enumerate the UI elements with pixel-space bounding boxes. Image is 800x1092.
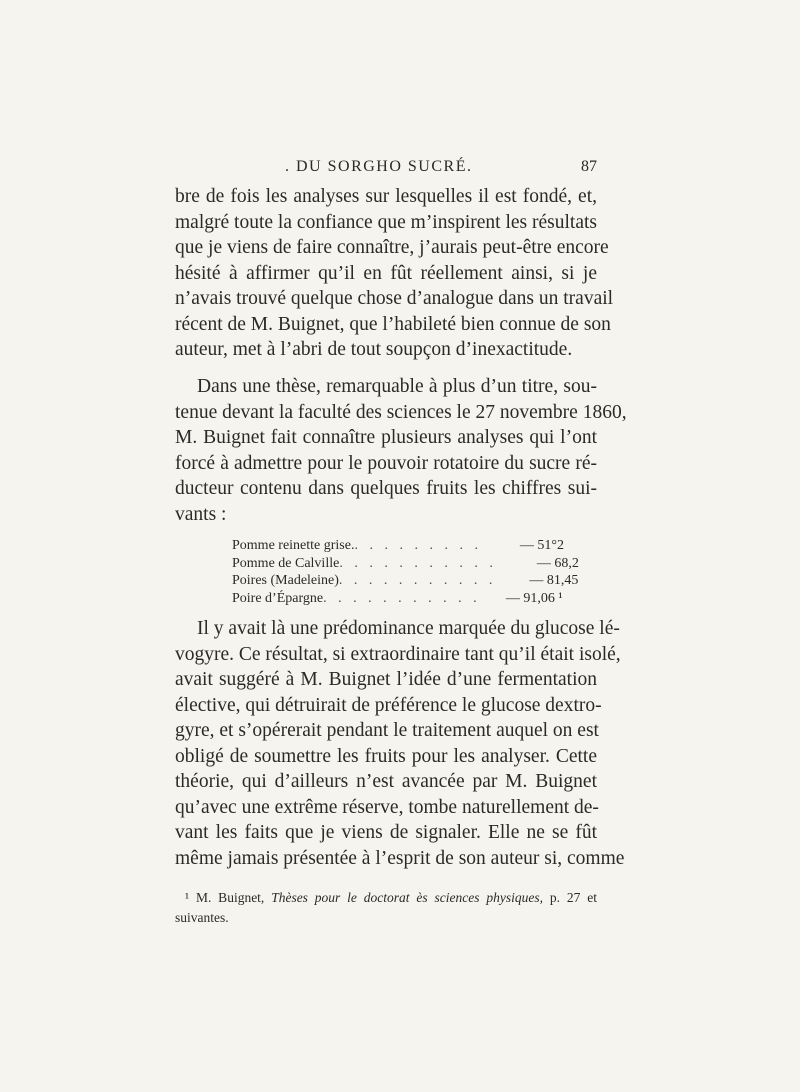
footnote-line: suivantes. <box>175 910 229 925</box>
rotation-value: — 51°2 <box>519 538 564 553</box>
text-line: avait suggéré à M. Buignet l’idée d’une fermentation <box>175 669 597 690</box>
text-line: Dans une thèse, remarquable à plus d’un titre, sou- <box>197 376 597 397</box>
text-line: qu’avec une extrême réserve, tombe naturellement de- <box>175 796 599 818</box>
text-line: auteur, met à l’abri de tout soupçon d’inexactitude. <box>175 339 573 360</box>
table-row <box>232 590 572 608</box>
paragraph-these <box>175 374 627 527</box>
text-line: M. Buignet fait connaître plusieurs analyses qui l’ont <box>175 427 597 448</box>
footnote-line <box>175 888 597 908</box>
running-title: . DU SORGHO SUCRÉ. <box>285 158 473 175</box>
fruit-label: Poires (Madeleine) <box>232 573 339 588</box>
leader-dots: . . . . . . . . . . . <box>338 573 497 588</box>
leader-dots: . . . . . . . . . . . <box>323 590 481 606</box>
running-header <box>175 158 597 182</box>
fruit-label: Pomme de Calville <box>232 555 340 571</box>
text-line: obligé de soumettre les fruits pour les analyser. Cette <box>175 745 597 767</box>
footnote-work-title: Thèses pour le doctorat ès sciences physiques, <box>271 890 543 905</box>
fruit-label: Poire d’Épargne <box>232 590 324 606</box>
fruit-label: Pomme reinette grise. <box>232 538 355 553</box>
footnote-marker: ¹ <box>185 890 190 905</box>
text-line: gyre, et s’opérerait pendant le traitement auquel on est <box>175 720 599 741</box>
text-line: même jamais présentée à l’esprit de son auteur si, comme <box>175 847 625 869</box>
text-line: que je viens de faire connaître, j’aurais peut-être encore <box>175 237 609 258</box>
footnote-pages: p. 27 et <box>549 890 597 905</box>
paragraph-predominance <box>175 616 625 871</box>
text-line: bre de fois les analyses sur lesquelles il est fondé, et, <box>175 186 597 207</box>
text-line: malgré toute la confiance que m’inspirent les résultats <box>175 211 597 233</box>
footnote-author: M. Buignet, <box>195 890 265 905</box>
rotation-value: — 91,06 ¹ <box>505 590 563 606</box>
table-row <box>232 537 572 555</box>
leader-dots: . . . . . . . . . <box>354 538 482 553</box>
page-number: 87 <box>581 158 597 175</box>
text-line: hésité à affirmer qu’il en fût réellement ainsi, si je <box>175 262 597 284</box>
text-line: ducteur contenu dans quelques fruits les chiffres sui- <box>175 478 597 499</box>
table-row <box>232 572 579 590</box>
text-line: Il y avait là une prédominance marquée du glucose lé- <box>197 618 620 639</box>
text-line: élective, qui détruirait de préférence le glucose dextro- <box>175 694 602 716</box>
table-row <box>232 555 579 573</box>
text-line: forcé à admettre pour le pouvoir rotatoire du sucre ré- <box>175 452 597 474</box>
text-line: vants : <box>175 503 227 525</box>
text-line: théorie, qui d’ailleurs n’est avancée par M. Buignet <box>175 771 597 792</box>
rotatory-power-table <box>232 537 579 607</box>
text-line: tenue devant la faculté des sciences le 27 novembre 1860, <box>175 401 627 423</box>
text-line: vogyre. Ce résultat, si extraordinaire tant qu’il était isolé, <box>175 643 621 665</box>
footnote <box>175 888 597 928</box>
text-line: récent de M. Buignet, que l’habileté bien connue de son <box>175 313 611 335</box>
rotation-value: — 68,2 <box>536 555 579 571</box>
rotation-value: — 81,45 <box>529 573 579 588</box>
leader-dots: . . . . . . . . . . . <box>339 555 497 571</box>
text-line: n’avais trouvé quelque chose d’analogue dans un travail <box>175 288 614 309</box>
text-line: vant les faits que je viens de signaler. Elle ne se fût <box>175 822 597 843</box>
paragraph-continuation <box>175 184 614 363</box>
